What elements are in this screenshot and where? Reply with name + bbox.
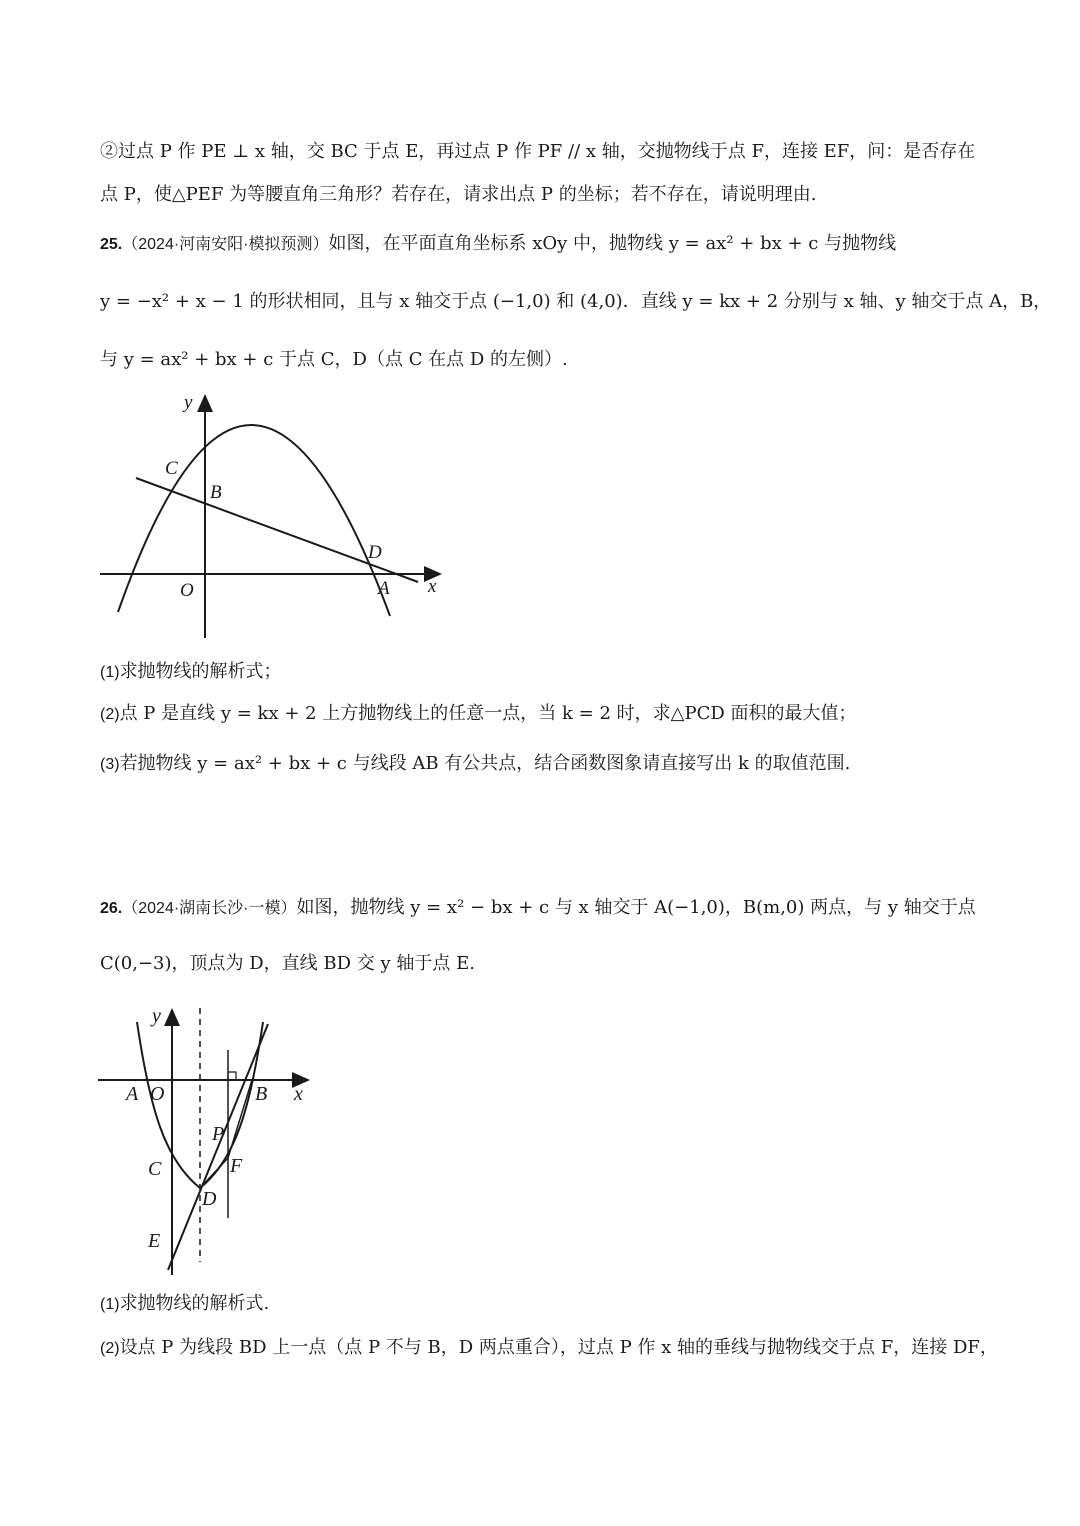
- q26-label-f: F: [230, 1155, 243, 1177]
- q26-segment-df: [200, 1158, 228, 1188]
- q26-label-b: B: [255, 1083, 268, 1105]
- q25-source: （2024·河南安阳·模拟预测）: [122, 236, 329, 253]
- q25-number: 25.: [100, 236, 123, 253]
- q26-label-e: E: [148, 1230, 161, 1252]
- q26-sub1: [100, 1292, 269, 1317]
- q26-sub1-no: (1): [100, 1296, 120, 1313]
- q26-line2: C(0,−3)，顶点为 D，直线 BD 交 y 轴于点 E.: [100, 953, 475, 974]
- q25-label-o: O: [180, 580, 194, 601]
- q26-sub2-no: (2): [100, 1340, 120, 1357]
- q25-line2: y = −x² + x − 1 的形状相同，且与 x 轴交于点 (−1,0) 和 (4,0)．直线 y = kx + 2 分别与 x 轴、y 轴交于点 A，B，: [100, 291, 1052, 312]
- q26-source: （2024·湖南长沙·一模）: [122, 900, 297, 917]
- q25-label-c: C: [165, 458, 178, 479]
- q25-sub3-no: (3): [100, 756, 120, 773]
- q25-sub3-text: 若抛物线 y = ax² + bx + c 与线段 AB 有公共点，结合函数图象请直接写出 k 的取值范围.: [119, 753, 851, 774]
- q25-label-x: x: [428, 576, 437, 597]
- q26-label-p: P: [212, 1123, 225, 1145]
- q25-sub1-no: (1): [100, 664, 120, 681]
- q25-line1: 如图，在平面直角坐标系 xOy 中，抛物线 y = ax² + bx + c 与抛物线: [328, 233, 897, 254]
- q26-label-o: O: [150, 1083, 165, 1105]
- q25-label-d: D: [368, 542, 382, 563]
- q26-line1: 如图，抛物线 y = x² − bx + c 与 x 轴交于 A(−1,0)，B(m,0) 两点，与 y 轴交于点: [296, 897, 976, 918]
- q24-sub2-line1: ②过点 P 作 PE ⊥ x 轴，交 BC 于点 E，再过点 P 作 PF // x 轴，交抛物线于点 F，连接 EF，问：是否存在: [100, 141, 976, 162]
- q26-sub2-text: 设点 P 为线段 BD 上一点（点 P 不与 B，D 两点重合），过点 P 作 x 轴的垂线与抛物线交于点 F，连接 DF，: [119, 1337, 998, 1358]
- q25-line3: 与 y = ax² + bx + c 于点 C，D（点 C 在点 D 的左侧）.: [100, 349, 568, 370]
- q26-label-c: C: [148, 1158, 162, 1180]
- q25-label-b: B: [210, 482, 222, 503]
- q26-label-x: x: [294, 1083, 303, 1105]
- q26-right-angle-mark: [228, 1072, 236, 1080]
- q26-label-d: D: [202, 1188, 217, 1210]
- q26-sub1-text: 求抛物线的解析式.: [119, 1293, 270, 1314]
- q26-sub2: [100, 1336, 998, 1361]
- q26-line-bd: [168, 1024, 268, 1270]
- q24-sub2-line2: 点 P，使△PEF 为等腰直角三角形？若存在，请求出点 P 的坐标；若不存在，请说明理由.: [100, 184, 817, 205]
- q26-label-a: A: [126, 1083, 139, 1105]
- q25-sub2-no: (2): [100, 706, 120, 723]
- q25-sub2-text: 点 P 是直线 y = kx + 2 上方抛物线上的任意一点，当 k = 2 时，求△PCD 面积的最大值；: [119, 703, 857, 724]
- q25-label-y: y: [184, 392, 193, 413]
- q26-number: 26.: [100, 900, 123, 917]
- q25-label-a: A: [378, 578, 390, 599]
- q26-label-y: y: [152, 1005, 161, 1027]
- q25-sub1-text: 求抛物线的解析式；: [119, 661, 282, 682]
